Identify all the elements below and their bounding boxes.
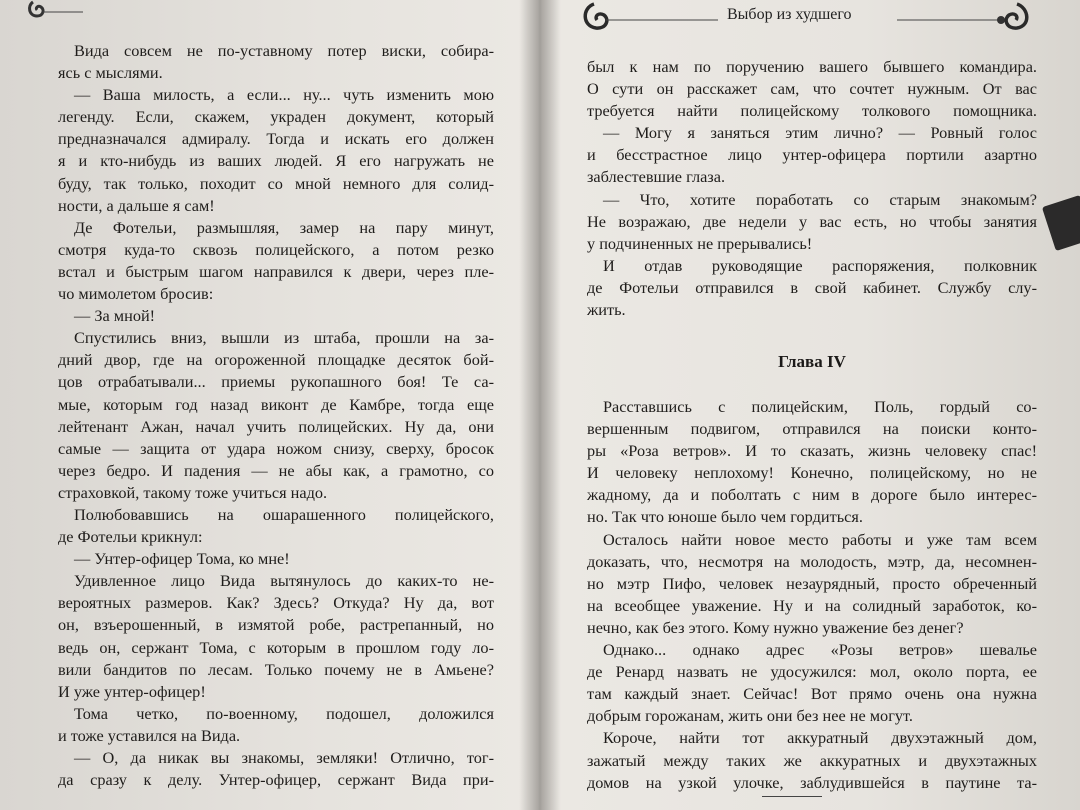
text-line: мые, которым год назад виконт де Камбре, тогда еще (58, 394, 494, 414)
text-line: И человеку неплохому! Конечно, полицейскому, но не (587, 463, 1037, 483)
text-line: де Ренард назвать не удосужился: мол, около порта, ее (587, 662, 1037, 682)
text-line: жить. (587, 300, 626, 320)
text-line: был к нам по поручению вашего бывшего командира. (587, 57, 1037, 76)
text-line: Удивленное лицо Вида вытянулось до каких-то не- (74, 571, 494, 591)
text-line: чо мимолетом бросив: (58, 284, 214, 304)
text-line: Не возражаю, две недели у вас есть, но чтобы занятия (587, 211, 1037, 231)
text-line: предназначался адмиралу. Тогда и искать его должен (58, 129, 494, 149)
text-line: требуется найти полицейскому толкового помощника. (587, 101, 1037, 121)
text-line: И отдав руководящие распоряжения, полковник (603, 255, 1037, 275)
text-line: но мэтр Пифо, человек незаурядный, просто обреченный (587, 573, 1037, 593)
text-line: Расставшись с полицейским, Поль, гордый со- (603, 397, 1037, 416)
text-line: О сути он расскажет сам, что сочтет нужным. От вас (587, 79, 1037, 99)
text-line: Однако... однако адрес «Розы ветров» шевалье (603, 640, 1037, 660)
folio-rule (762, 796, 822, 797)
text-line: Тома четко, по-военному, подошел, доложился (74, 703, 494, 723)
text-line: буду, так только, походит со мной немного для солид- (58, 173, 494, 193)
text-line: доказать, что, несмотря на молодость, мэтр, да, несомнен- (587, 551, 1037, 571)
scroll-ornament-icon (897, 0, 1047, 36)
text-line: — Что, хотите поработать со старым знакомым? (603, 189, 1037, 209)
text-line: самые — защита от удара ножом снизу, сверху, бросок (58, 438, 494, 458)
text-line: цов отрабатывали... приемы рукопашного боя! Те са- (58, 372, 494, 392)
text-line: Короче, найти тот аккуратный двухэтажный дом, (603, 728, 1037, 748)
text-line: ры «Роза ветров». И то сказать, жизнь человеку спас! (587, 441, 1037, 461)
text-line: де Фотельи крикнул: (58, 527, 203, 547)
text-line: вероятных размеров. Как? Здесь? Откуда? Ну да, вот (58, 593, 494, 613)
text-line: Полюбовавшись на ошарашенного полицейского, (74, 504, 494, 524)
text-line: ясь с мыслями. (58, 63, 163, 83)
scroll-ornament-icon (580, 0, 720, 36)
text-line: через бедро. И падения — не абы как, а грамотно, со (58, 460, 494, 480)
text-line: там каждый знает. Сейчас! Вот прямо очень она нужна (587, 684, 1037, 704)
text-line: у подчиненных не прерывались! (587, 233, 813, 253)
left-page-text (58, 40, 494, 791)
text-line: — Могу я заняться этим лично? — Ровный голос (603, 123, 1037, 143)
scroll-ornament-icon (25, 0, 85, 22)
right-page (552, 0, 1080, 810)
text-line: Вида совсем не по-уставному потер виски, собира- (74, 41, 494, 60)
text-line: де Фотельи отправился в свой кабинет. Службу слу- (587, 277, 1037, 297)
text-line: он, взъерошенный, в измятой робе, растрепанный, но (58, 615, 494, 635)
text-line: я и кто-нибудь из ваших людей. Я его нагружать не (58, 151, 494, 171)
text-line: И уже унтер-офицер! (58, 681, 206, 701)
text-line: легенду. Если, скажем, украден документ, который (58, 107, 494, 127)
text-line: ности, а дальше я сам! (58, 195, 215, 215)
text-line: Спустились вниз, вышли из штаба, прошли на за- (74, 328, 494, 348)
text-line: зажатый между таких же аккуратных и двухэтажных (587, 750, 1037, 770)
text-line: нечно, как без этого. Кому нужно уважение без денег? (587, 617, 964, 637)
text-line: Де Фотельи, размышляя, замер на пару минут, (74, 217, 494, 237)
text-line: — За мной! (74, 306, 156, 326)
text-line: и тоже уставился на Вида. (58, 725, 241, 745)
text-line: — Ваша милость, а если... ну... чуть изменить мою (74, 85, 494, 105)
left-page (0, 0, 528, 810)
text-line: смотря куда-то сквозь полицейского, а потом резко (58, 239, 494, 259)
running-head: Выбор из худшего (727, 6, 852, 23)
text-line: вершенным подвигом, отправился на поиски конто- (587, 419, 1037, 439)
text-line: дний двор, где на огороженной площадке десяток бой- (58, 350, 494, 370)
text-line: жадному, да и поболтать с ним в дороге было интерес- (587, 485, 1037, 505)
right-page-text-upper (587, 56, 1037, 321)
text-line: домов на узкой улочке, заблудившейся в паутине та- (587, 772, 1037, 792)
text-line: заблестевшие глаза. (587, 167, 726, 187)
right-page-text-lower (587, 396, 1037, 794)
text-line: Осталось найти новое место работы и уже там всем (603, 529, 1037, 549)
chapter-title: Глава IV (778, 352, 846, 371)
text-line: ведь он, сержант Тома, с которым в прошлом году ло- (58, 637, 494, 657)
text-line: вили бандитов по лесам. Только почему не в Амьене? (58, 659, 494, 679)
text-line: — Унтер-офицер Тома, ко мне! (74, 549, 290, 569)
text-line: да сразу к делу. Унтер-офицер, сержант Вида при- (58, 770, 494, 790)
text-line: на всеобщее уважение. Ну и на солидный заработок, ко- (587, 595, 1037, 615)
text-line: и бесстрастное лицо унтер-офицера портили азартно (587, 145, 1037, 165)
text-line: — О, да никак вы знакомы, земляки! Отлично, тог- (74, 748, 494, 767)
text-line: встал и быстрым шагом направился к двери, через пле- (58, 261, 494, 281)
text-line: добрым горожанам, жить они без нее не могут. (587, 706, 913, 726)
text-line: страховкой, такому тоже учиться надо. (58, 482, 328, 502)
page-number (782, 800, 794, 810)
text-line: но. Так что юноше было чем гордиться. (587, 507, 863, 527)
text-line: лейтенант Ажан, начал учить полицейских. Ну да, они (58, 416, 494, 436)
